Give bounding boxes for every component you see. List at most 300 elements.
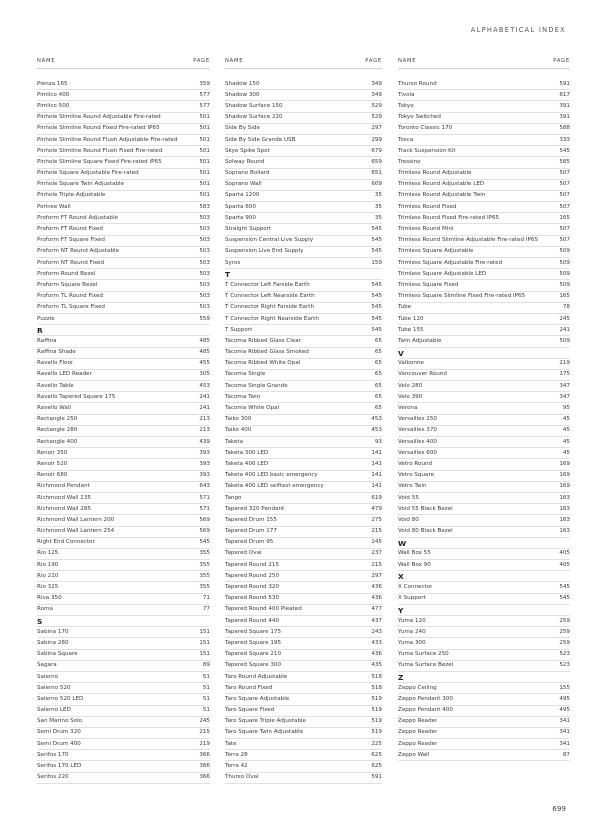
entry-name: Serifos 170 (37, 751, 69, 758)
entry-name: Trimless Round Adjustable LED (398, 181, 485, 188)
index-entry (225, 90, 382, 101)
index-entry (398, 616, 570, 627)
index-entry (37, 90, 210, 101)
entry-name: Pinhole Triple Adjustable (37, 192, 106, 199)
entry-page: 501 (199, 170, 210, 177)
index-entry (398, 426, 570, 437)
entry-name: Rectangle 400 (37, 438, 78, 445)
index-entry (225, 504, 382, 515)
entry-name: Renoir 520 (37, 460, 68, 467)
entry-page: 529 (371, 102, 382, 109)
entry-page: 609 (371, 181, 382, 188)
entry-name: Wall Box 55 (398, 550, 431, 557)
entry-name: Versailles 600 (398, 449, 437, 456)
entry-name: Richmond Wall Lantern 254 (37, 528, 115, 535)
index-entry (37, 135, 210, 146)
entry-page: 507 (559, 237, 570, 244)
index-entry (37, 527, 210, 538)
index-entry (225, 202, 382, 213)
entry-page: 507 (559, 192, 570, 199)
index-entry (398, 224, 570, 235)
index-entry (398, 638, 570, 649)
entry-name: Sabina 280 (37, 639, 69, 646)
entry-page: 366 (199, 751, 210, 758)
entry-name: Rio 325 (37, 584, 59, 591)
entry-page: 65 (374, 360, 382, 367)
index-entry (398, 527, 570, 538)
index-entry (37, 437, 210, 448)
entry-page: 347 (559, 393, 570, 400)
index-entry (225, 359, 382, 370)
entry-name: Tapered Round 215 (225, 561, 280, 568)
index-entry (225, 79, 382, 90)
entry-page: 583 (199, 203, 210, 210)
entry-name: Taketa 300 LED (225, 449, 269, 456)
entry-page: 545 (371, 248, 382, 255)
entry-page: 503 (199, 226, 210, 233)
entry-page: 215 (371, 528, 382, 535)
entry-name: Renoir 680 (37, 472, 68, 479)
index-entry (398, 169, 570, 180)
entry-name: Tapered Round 250 (225, 572, 280, 579)
entry-name: Salerno 520 LED (37, 695, 84, 702)
entry-name: Tapered Drum 177 (225, 528, 277, 535)
index-entry (398, 314, 570, 325)
entry-name: Thurso Oval (225, 774, 259, 781)
entry-page: 366 (199, 774, 210, 781)
entry-page: 51 (202, 695, 210, 702)
entry-page: 591 (559, 80, 570, 87)
index-entry (225, 471, 382, 482)
index-entry (225, 224, 382, 235)
index-entry (37, 336, 210, 347)
entry-name: Tapered Round 530 (225, 595, 280, 602)
index-entry (37, 661, 210, 672)
index-entry (37, 269, 210, 280)
entry-page: 241 (559, 326, 570, 333)
entry-page: 169 (559, 460, 570, 467)
entry-page: 495 (559, 707, 570, 714)
index-entry (37, 538, 210, 549)
entry-name: Rectangle 280 (37, 427, 78, 434)
entry-page: 355 (199, 584, 210, 591)
entry-name: Valbonne (398, 360, 424, 367)
entry-name: Tate (225, 740, 237, 747)
entry-name: Tapered Square 175 (225, 628, 282, 635)
index-entry (37, 426, 210, 437)
entry-name: Trimless Round Slimline Adjustable Fire-rated IP65 (398, 237, 539, 244)
name-column-header: NAME (398, 58, 417, 64)
index-entry (37, 314, 210, 325)
index-entry (398, 79, 570, 90)
index-entry (398, 280, 570, 291)
entry-name: Taro Round Adjustable (225, 673, 288, 680)
entry-name: Rio 125 (37, 550, 59, 557)
entry-page: 163 (559, 528, 570, 535)
section-letter: R (37, 325, 210, 336)
index-entry (37, 728, 210, 739)
entry-name: Pinhole Square Twin Adjustable (37, 181, 124, 188)
entry-page: 215 (199, 729, 210, 736)
column-header (225, 58, 382, 66)
entry-name: Tapered Square 300 (225, 662, 282, 669)
entry-page: 545 (371, 304, 382, 311)
entry-name: Vancouver Round (398, 371, 447, 378)
index-entry (398, 482, 570, 493)
entry-name: Yuma Surface 250 (398, 651, 449, 658)
index-entry (37, 392, 210, 403)
entry-name: Proform TL Round Fixed (37, 293, 103, 300)
index-entry (398, 661, 570, 672)
entry-name: Terra 28 (225, 751, 248, 758)
page-number: 699 (552, 804, 566, 813)
entry-page: 349 (371, 91, 382, 98)
section-letter: T (225, 269, 382, 280)
entry-page: 405 (559, 561, 570, 568)
index-entry (398, 101, 570, 112)
index-entry (37, 292, 210, 303)
entry-name: Rio 210 (37, 572, 59, 579)
index-entry (37, 672, 210, 683)
entry-name: Trimless Round Adjustable (398, 170, 472, 177)
entry-name: Void 55 (398, 494, 419, 501)
entry-page: 437 (371, 617, 382, 624)
entry-page: 169 (559, 472, 570, 479)
entry-name: Tacoma Twin (225, 393, 261, 400)
entry-page: 436 (371, 651, 382, 658)
index-entry (225, 236, 382, 247)
entry-name: Pimlico 400 (37, 91, 70, 98)
entry-name: Trimless Round Adjustable Twin (398, 192, 486, 199)
entry-name: Tacoma Ribbed Glass Clear (225, 337, 301, 344)
entry-name: T Connector Left Farside Earth (225, 281, 310, 288)
index-entry (398, 202, 570, 213)
index-entry (37, 582, 210, 593)
index-entry (398, 706, 570, 717)
entry-page: 51 (202, 684, 210, 691)
entry-page: 305 (199, 371, 210, 378)
index-entry (225, 650, 382, 661)
index-entry (398, 627, 570, 638)
index-entry (398, 292, 570, 303)
index-entry (37, 224, 210, 235)
index-entry (225, 582, 382, 593)
entry-page: 679 (371, 147, 382, 154)
entry-page: 65 (374, 337, 382, 344)
entry-name: Pienza 165 (37, 80, 68, 87)
index-entry (225, 661, 382, 672)
entry-name: Verona (398, 405, 418, 412)
entry-name: Ravello Wall (37, 405, 71, 412)
index-entry (398, 381, 570, 392)
entry-name: Raffina Shade (37, 349, 76, 356)
index-entry (398, 717, 570, 728)
entry-page: 78 (562, 304, 570, 311)
index-entry (398, 370, 570, 381)
index-entry (225, 113, 382, 124)
entry-page: 503 (199, 214, 210, 221)
entry-name: Tacoma Ribbed Glass Smoked (225, 349, 309, 356)
index-entry (225, 258, 382, 269)
entry-page: 213 (199, 416, 210, 423)
index-entry (225, 426, 382, 437)
index-entry (398, 448, 570, 459)
entry-page: 509 (559, 270, 570, 277)
index-entry (37, 504, 210, 515)
entry-name: Versailles 400 (398, 438, 437, 445)
index-entry (37, 459, 210, 470)
page-header: ALPHABETICAL INDEX (470, 26, 566, 34)
entry-page: 241 (199, 405, 210, 412)
entry-page: 155 (559, 684, 570, 691)
index-entry (398, 392, 570, 403)
entry-name: T Connector Left Nearside Earth (225, 293, 315, 300)
index-entry (398, 549, 570, 560)
index-entry (225, 571, 382, 582)
entry-page: 523 (559, 662, 570, 669)
entry-name: Tapered Round 400 Pleated (225, 606, 302, 613)
section-letter: S (37, 616, 210, 627)
entry-page: 485 (199, 349, 210, 356)
entry-name: Semi Drum 320 (37, 729, 81, 736)
index-entry (37, 594, 210, 605)
divider (225, 68, 382, 69)
index-entry (225, 493, 382, 504)
entry-name: Tivola (398, 91, 415, 98)
index-entry (37, 650, 210, 661)
index-entry (37, 627, 210, 638)
entry-page: 45 (562, 416, 570, 423)
entry-name: Pinhole Slimline Round Flush Fixed Fire-rated (37, 147, 163, 154)
entry-page: 366 (199, 763, 210, 770)
index-entry (37, 280, 210, 291)
entry-page: 571 (199, 494, 210, 501)
entry-name: Velo 390 (398, 393, 423, 400)
entry-page: 77 (202, 606, 210, 613)
entry-name: Proform NT Round Fixed (37, 259, 105, 266)
index-entry (225, 157, 382, 168)
entry-name: Tango (225, 494, 242, 501)
entry-name: X Connector (398, 584, 433, 591)
entry-name: Tokyo Switched (398, 114, 441, 121)
entry-page: 51 (202, 707, 210, 714)
entry-page: 455 (199, 360, 210, 367)
entry-page: 585 (559, 158, 570, 165)
entry-page: 485 (199, 337, 210, 344)
index-entry (398, 459, 570, 470)
entry-name: Taro Square Twin Adjustable (225, 729, 304, 736)
index-entry (37, 773, 210, 784)
entry-name: Right End Connector (37, 539, 95, 546)
entry-name: Tacoma White Opal (225, 405, 280, 412)
entry-page: 65 (374, 371, 382, 378)
entry-page: 519 (371, 707, 382, 714)
entry-name: Solway Round (225, 158, 265, 165)
index-entry (225, 761, 382, 772)
index-entry (37, 549, 210, 560)
index-entry (398, 247, 570, 258)
entry-name: Pinhole Slimline Round Adjustable Fire-rated (37, 114, 161, 121)
index-entry (37, 101, 210, 112)
entry-page: 65 (374, 405, 382, 412)
entry-page: 519 (371, 718, 382, 725)
index-entry (398, 650, 570, 661)
entry-page: 501 (199, 158, 210, 165)
index-entry (37, 359, 210, 370)
entry-page: 391 (559, 114, 570, 121)
entry-name: Serifos 220 (37, 774, 69, 781)
entry-name: Twin Adjustable (398, 337, 442, 344)
entry-name: Renoir 350 (37, 449, 68, 456)
entry-page: 393 (199, 460, 210, 467)
entry-name: Tapered Square 210 (225, 651, 282, 658)
entry-page: 453 (371, 427, 382, 434)
entry-name: Zeppo Ceiling (398, 684, 437, 691)
entry-page: 245 (199, 718, 210, 725)
index-entry (37, 761, 210, 772)
index-entry (398, 90, 570, 101)
entry-name: Void 80 Black Bezel (398, 528, 453, 535)
index-entry (225, 135, 382, 146)
entry-name: Tapered Round 320 (225, 584, 280, 591)
entry-page: 591 (371, 774, 382, 781)
index-entry (37, 348, 210, 359)
index-entry (225, 437, 382, 448)
index-entry (225, 280, 382, 291)
entry-page: 619 (371, 494, 382, 501)
index-entry (225, 403, 382, 414)
entry-name: Sabina 170 (37, 628, 69, 635)
entry-name: Zeppo Reader (398, 729, 438, 736)
index-entry (398, 582, 570, 593)
entry-name: Tube 120 (398, 315, 424, 322)
entry-name: Zeppo Reader (398, 740, 438, 747)
index-entry (398, 471, 570, 482)
entry-name: T Connector Right Nearside Earth (225, 315, 319, 322)
entry-name: Taiko 400 (225, 427, 252, 434)
entry-page: 503 (199, 270, 210, 277)
entry-name: Syros (225, 259, 241, 266)
index-entry (225, 303, 382, 314)
entry-page: 259 (559, 617, 570, 624)
index-entry (37, 124, 210, 135)
entry-page: 355 (199, 572, 210, 579)
index-entries (37, 79, 210, 784)
index-entry (225, 180, 382, 191)
entry-name: X Support (398, 595, 426, 602)
entry-name: Rectangle 250 (37, 416, 78, 423)
index-entry (37, 191, 210, 202)
index-entry (37, 113, 210, 124)
entry-page: 35 (374, 192, 382, 199)
entry-name: Vetro Square (398, 472, 435, 479)
index-entry (37, 683, 210, 694)
entry-page: 225 (371, 740, 382, 747)
index-entry (398, 560, 570, 571)
entry-page: 45 (562, 449, 570, 456)
entry-name: Proform NT Round Adjustable (37, 248, 120, 255)
entry-name: Portree Wall (37, 203, 71, 210)
entry-name: Raffina (37, 337, 57, 344)
index-entry (398, 493, 570, 504)
index-entry (398, 269, 570, 280)
entry-name: Straight Support (225, 226, 272, 233)
entry-name: Proform FT Round Adjustable (37, 214, 118, 221)
entry-name: Yuma 300 (398, 639, 426, 646)
entry-name: Trimless Square Adjustable Fire-rated (398, 259, 503, 266)
section-letter: Y (398, 605, 570, 616)
entry-page: 359 (199, 80, 210, 87)
entry-name: Trimless Round Fixed Fire-rated IP65 (398, 214, 500, 221)
index-entry (225, 448, 382, 459)
entry-name: Soprano Bollard (225, 170, 270, 177)
entry-name: Tapered Drum 155 (225, 516, 277, 523)
entry-name: Pinhole Square Adjustable Fire-rated (37, 170, 139, 177)
entry-page: 501 (199, 114, 210, 121)
entry-page: 507 (559, 203, 570, 210)
entry-page: 355 (199, 561, 210, 568)
index-entry (225, 773, 382, 784)
index-entry (225, 638, 382, 649)
index-entry (225, 325, 382, 336)
entry-name: Zeppo Pendant 400 (398, 707, 453, 714)
entry-name: Zeppo Reader (398, 718, 438, 725)
entry-page: 518 (371, 684, 382, 691)
entry-page: 643 (199, 483, 210, 490)
entry-name: Trimless Square Fixed (398, 281, 459, 288)
entry-name: Zeppo Wall (398, 751, 430, 758)
entry-name: Versailles 370 (398, 427, 437, 434)
entry-name: Void 55 Black Bezel (398, 505, 453, 512)
entry-page: 436 (371, 595, 382, 602)
entry-page: 241 (199, 393, 210, 400)
divider (398, 68, 570, 69)
entry-page: 453 (199, 382, 210, 389)
index-entries (225, 79, 382, 784)
entry-page: 141 (371, 483, 382, 490)
entry-page: 35 (374, 203, 382, 210)
entry-page: 219 (559, 360, 570, 367)
index-entry (398, 594, 570, 605)
index-entry (225, 213, 382, 224)
index-entry (37, 247, 210, 258)
index-entry (37, 236, 210, 247)
entry-name: Richmond Pendant (37, 483, 90, 490)
index-entry (398, 750, 570, 761)
index-entry (37, 169, 210, 180)
index-entry (225, 616, 382, 627)
index-entry (37, 638, 210, 649)
section-letter: V (398, 348, 570, 359)
entry-name: Tube (398, 304, 412, 311)
entry-page: 35 (374, 214, 382, 221)
index-entry (225, 527, 382, 538)
index-entry (398, 694, 570, 705)
entry-name: Zeppo Pendant 300 (398, 695, 453, 702)
entry-page: 355 (199, 550, 210, 557)
entry-page: 479 (371, 505, 382, 512)
index-entry (398, 515, 570, 526)
entry-page: 159 (371, 259, 382, 266)
index-entry (37, 213, 210, 224)
entry-name: Trimless Round Mini (398, 226, 454, 233)
entry-name: Vetro Round (398, 460, 433, 467)
index-entry (37, 694, 210, 705)
index-entry (225, 314, 382, 325)
entry-page: 141 (371, 472, 382, 479)
entry-name: Skye Spike Spot (225, 147, 270, 154)
index-entry (225, 549, 382, 560)
